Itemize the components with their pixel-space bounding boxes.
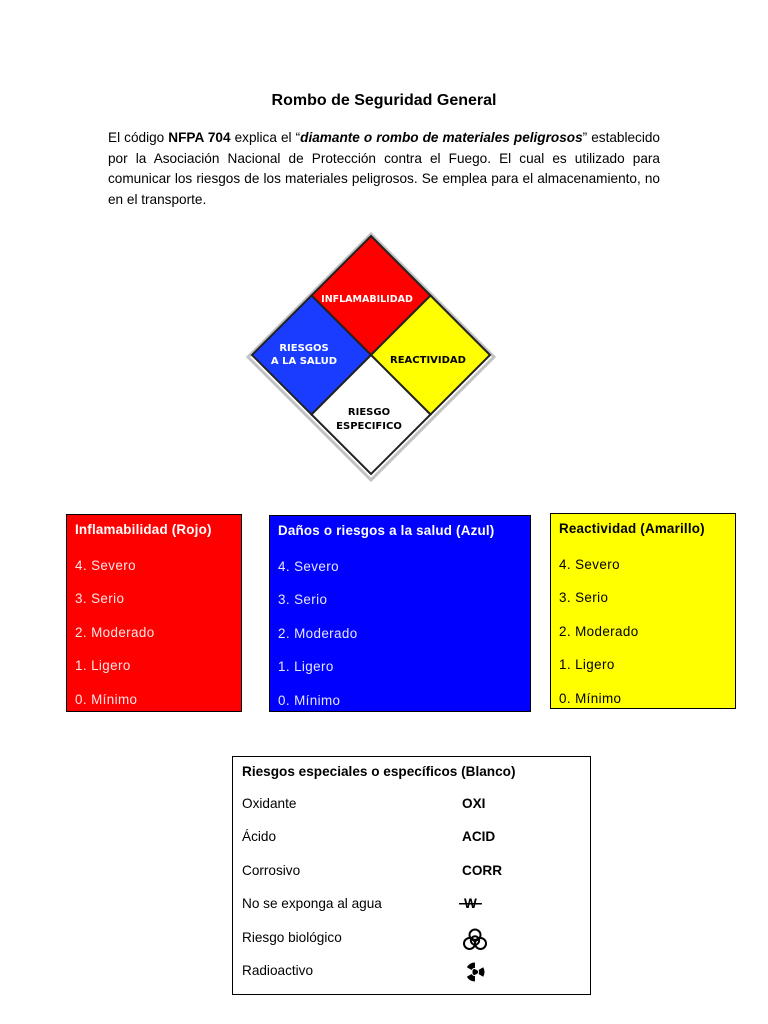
crossed-w-icon — [459, 887, 482, 920]
special-row-oxidante — [233, 787, 590, 820]
level-item: 2. Moderado — [559, 623, 639, 639]
category-box-reactividad — [550, 513, 736, 709]
nfpa-diamond-graphic — [244, 230, 498, 484]
diamond-label-riesgo-1: RIESGO — [347, 407, 391, 418]
intro-text-3: ” establecido por la Asociación Nacional de Protección contra el Fuego. El cual es utilizado para comunicar los riesgos de los materiales peligrosos. Se emplea para el almacenamiento, no en el transporte. — [108, 130, 660, 207]
category-box-salud — [269, 515, 531, 712]
special-risks-title: Riesgos especiales o específicos (Blanco) — [242, 764, 516, 779]
level-item: 0. Mínimo — [559, 690, 622, 706]
category-title: Reactividad (Amarillo) — [559, 521, 705, 536]
diamond-label-salud-2: A LA SALUD — [270, 356, 338, 367]
level-item: 3. Serio — [278, 592, 328, 608]
category-title: Inflamabilidad (Rojo) — [75, 522, 212, 537]
special-label: Ácido — [242, 829, 277, 845]
level-item: 1. Ligero — [278, 659, 334, 675]
intro-paragraph — [108, 128, 660, 210]
level-item: 3. Serio — [75, 591, 125, 607]
special-label: Radioactivo — [242, 962, 314, 978]
radiation-icon — [459, 959, 491, 985]
intro-text-2: explica el “ — [230, 130, 301, 145]
category-box-inflamabilidad — [66, 514, 242, 712]
nfpa-diamond — [244, 230, 498, 484]
level-item: 2. Moderado — [278, 625, 358, 641]
category-title: Daños o riesgos a la salud (Azul) — [278, 523, 495, 538]
special-code: CORR — [462, 862, 503, 878]
special-code: OXI — [462, 796, 486, 811]
level-item: 4. Severo — [559, 557, 620, 572]
level-item: 1. Ligero — [75, 658, 131, 674]
crossed-w-text: W — [459, 896, 482, 911]
special-row-radioactivo — [233, 954, 590, 987]
diamond-label-inflamabilidad: INFLAMABILIDAD — [321, 294, 413, 305]
intro-text-1: El código — [108, 130, 169, 145]
biohazard-icon — [459, 926, 491, 952]
special-label: Corrosivo — [242, 862, 301, 878]
special-row-corrosivo — [233, 854, 590, 887]
special-label: Riesgo biológico — [242, 929, 342, 945]
special-row-agua — [233, 887, 590, 920]
diamond-label-salud-1: RIESGOS — [279, 343, 329, 354]
level-item: 0. Mínimo — [75, 691, 138, 707]
special-row-biologico — [233, 921, 590, 954]
intro-emphasis: diamante o rombo de materiales peligrosos — [300, 130, 583, 145]
level-item: 1. Ligero — [559, 657, 615, 673]
diamond-label-riesgo-2: ESPECIFICO — [336, 421, 402, 432]
diamond-label-reactividad: REACTIVIDAD — [390, 355, 466, 366]
intro-code: NFPA 704 — [168, 130, 231, 145]
page-title: Rombo de Seguridad General — [271, 92, 497, 109]
special-row-acido — [233, 820, 590, 853]
special-label: No se exponga al agua — [242, 896, 382, 912]
level-item: 3. Serio — [559, 590, 609, 606]
special-code: ACID — [462, 829, 496, 845]
special-risks-table — [232, 756, 591, 995]
level-item: 4. Severo — [278, 559, 339, 574]
level-item: 2. Moderado — [75, 624, 155, 640]
special-label: Oxidante — [242, 796, 297, 811]
level-item: 0. Mínimo — [278, 692, 341, 708]
level-item: 4. Severo — [75, 558, 136, 573]
